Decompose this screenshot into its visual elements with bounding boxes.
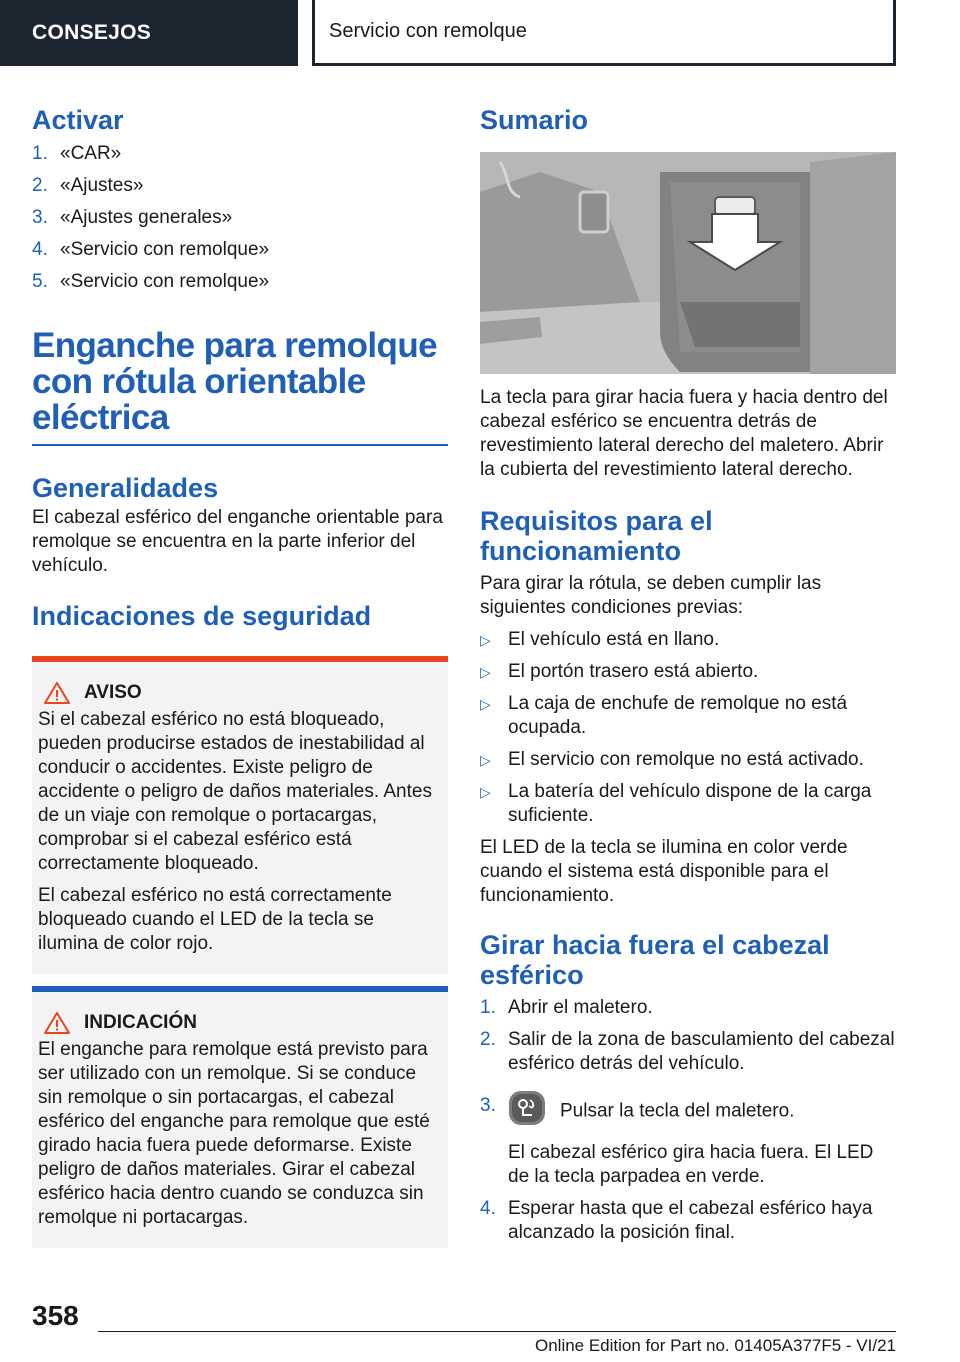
right-column bbox=[480, 100, 896, 1245]
requisito-item bbox=[480, 660, 896, 684]
requisito-item bbox=[480, 780, 896, 828]
activar-step-text: «CAR» bbox=[60, 143, 122, 164]
generalidades-heading: Generalidades bbox=[32, 473, 219, 503]
requisito-item bbox=[480, 748, 896, 772]
sumario-text: La tecla para girar hacia fuera y hacia dentro del cabezal esférico se encuentra detrás de revestimiento lateral derecho del maletero. Abrir la cubierta del revestimiento lateral derecho. bbox=[480, 387, 888, 480]
bullet-triangle-icon: ▷ bbox=[480, 696, 491, 712]
warning-box-aviso bbox=[32, 656, 448, 974]
activar-step-text: «Ajustes» bbox=[60, 175, 144, 196]
warning-bar bbox=[32, 656, 448, 662]
bullet-triangle-icon: ▷ bbox=[480, 632, 491, 648]
requisitos-heading: Requisitos para el funcionamiento bbox=[480, 506, 713, 566]
note-title-row bbox=[38, 1012, 438, 1034]
requisito-text: La caja de enchufe de remolque no está ocupada. bbox=[508, 693, 848, 738]
bullet-triangle-icon: ▷ bbox=[480, 664, 491, 680]
warning-triangle-icon bbox=[44, 1012, 70, 1034]
note-bar bbox=[32, 986, 448, 992]
main-heading-rule bbox=[32, 444, 448, 446]
page-header bbox=[0, 0, 960, 66]
activar-step: 3. «Ajustes generales» bbox=[32, 207, 233, 228]
requisito-text: El portón trasero está abierto. bbox=[508, 661, 759, 682]
girar-step-text: Esperar hasta que el cabezal esférico haya alcanzado la posición final. bbox=[508, 1198, 873, 1243]
activar-steps bbox=[32, 142, 448, 294]
requisito-text: El servicio con remolque no está activado. bbox=[508, 749, 864, 770]
activar-step: 4. «Servicio con remolque» bbox=[32, 239, 270, 260]
chapter-title: CONSEJOS bbox=[0, 0, 298, 66]
girar-step-text: Abrir el maletero. bbox=[508, 997, 653, 1018]
activar-heading: Activar bbox=[32, 105, 124, 135]
activar-step: 2. «Ajustes» bbox=[32, 175, 144, 196]
activar-step: 5. «Servicio con remolque» bbox=[32, 271, 270, 292]
edition-text: Online Edition for Part no. 01405A377F5 - VI/21 bbox=[534, 1336, 896, 1355]
requisitos-list bbox=[480, 628, 896, 828]
activar-step-text: «Servicio con remolque» bbox=[60, 271, 270, 292]
girar-step: 4. Esperar hasta que el cabezal esférico haya alcanzado la posición final. bbox=[480, 1198, 873, 1243]
requisito-text: La batería del vehículo dispone de la carga suficiente. bbox=[508, 781, 872, 826]
bullet-triangle-icon: ▷ bbox=[480, 784, 491, 800]
requisito-item bbox=[480, 692, 896, 740]
girar-step-text: Salir de la zona de basculamiento del cabezal esférico detrás del vehículo. bbox=[508, 1029, 895, 1074]
warning-title: AVISO bbox=[84, 682, 142, 703]
girar-step: 2. Salir de la zona de basculamiento del cabezal esférico detrás del vehículo. bbox=[480, 1029, 895, 1074]
left-column bbox=[32, 100, 448, 1248]
requisitos-intro: Para girar la rótula, se deben cumplir las siguientes condiciones previas: bbox=[480, 573, 822, 618]
requisito-text: El vehículo está en llano. bbox=[508, 629, 720, 650]
main-heading: Enganche para remolque con rótula orientable eléctrica bbox=[32, 326, 437, 437]
warning-text: Si el cabezal esférico no está bloqueado, pueden producirse estados de inestabilidad al conducir o accidentes. Existe peligro de accidente o peligro de daños materiales. Antes de un viaje con remolque o portacargas, comprobar si el cabezal esférico está correctamente bloqueado. bbox=[38, 709, 432, 874]
note-title: INDICACIÓN bbox=[84, 1012, 197, 1033]
girar-step-note: El cabezal esférico gira hacia fuera. El LED de la tecla parpadea en verde. bbox=[508, 1142, 874, 1187]
girar-step-text: Pulsar la tecla del maletero. bbox=[560, 1100, 795, 1122]
seguridad-heading: Indicaciones de seguridad bbox=[32, 601, 372, 631]
section-title: Servicio con remolque bbox=[312, 0, 896, 66]
warning-box-indicacion bbox=[32, 986, 448, 1248]
sumario-heading: Sumario bbox=[480, 105, 589, 135]
girar-steps bbox=[480, 996, 896, 1245]
activar-step-text: «Ajustes generales» bbox=[60, 207, 233, 228]
generalidades-text: El cabezal esférico del enganche orientable para remolque se encuentra en la parte inferior del vehículo. bbox=[32, 507, 443, 576]
activar-step-text: «Servicio con remolque» bbox=[60, 239, 270, 260]
girar-heading: Girar hacia fuera el cabezal esférico bbox=[480, 930, 830, 990]
led-text: El LED de la tecla se ilumina en color verde cuando el sistema está disponible para el funcionamiento. bbox=[480, 837, 848, 906]
warning-text: El cabezal esférico no está correctamente bloqueado cuando el LED de la tecla se ilumina de color rojo. bbox=[38, 885, 392, 954]
trunk-photo bbox=[480, 152, 896, 374]
girar-step: 1. Abrir el maletero. bbox=[480, 997, 653, 1018]
requisito-item bbox=[480, 628, 896, 652]
trunk-button-icon bbox=[508, 1090, 546, 1133]
footer-rule bbox=[98, 1331, 896, 1332]
girar-step: 3. Pulsar la tecla del maletero. El cabezal esférico gira hacia fuera. El LED de la tecla parpadea en verde. bbox=[480, 1084, 896, 1189]
page-number: 358 bbox=[32, 1300, 79, 1331]
warning-triangle-icon bbox=[44, 682, 70, 704]
bullet-triangle-icon: ▷ bbox=[480, 752, 491, 768]
note-text: El enganche para remolque está previsto para ser utilizado con un remolque. Si se conduce sin remolque o sin portacargas, el cabezal esférico del enganche para remolque que esté girado hacia fuera puede deformarse. Existe peligro de daños materiales. Girar el cabezal esférico hacia dentro cuando se conduzca sin remolque ni portacargas. bbox=[38, 1039, 430, 1228]
warning-title-row bbox=[38, 682, 438, 704]
activar-step: 1. «CAR» bbox=[32, 143, 122, 164]
